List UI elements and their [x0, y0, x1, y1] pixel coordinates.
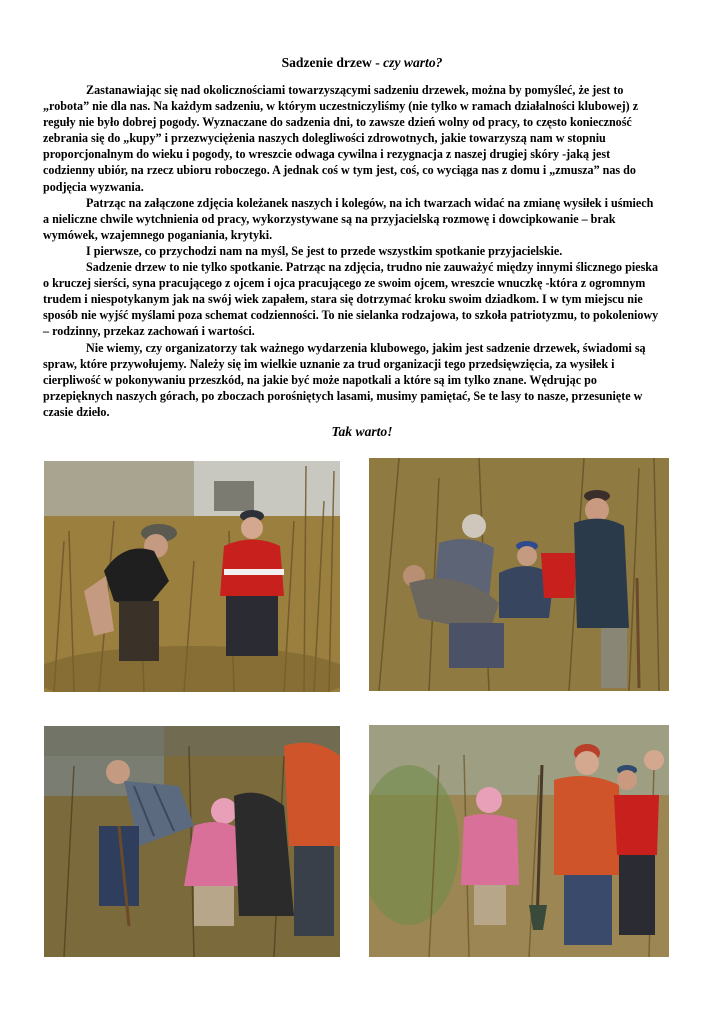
paragraph-3: I pierwsze, co przychodzi nam na myśl, Se jest to przede wszystkim spotkanie przyjacielskie. [86, 243, 563, 258]
tree-planting-photo-2 [369, 458, 669, 691]
tree-planting-photo-1 [44, 461, 340, 692]
page-title [0, 55, 724, 71]
tree-planting-photo-4 [369, 725, 669, 957]
article-body [43, 82, 661, 420]
paragraph-2: Patrząc na załączone zdjęcia koleżanek naszych i kolegów, na ich twarzach widać na zmianę wysiłek i uśmiech a nieliczne chwile wytchnienia od pracy, wykorzystywane są na przyjacielską rozmowę i dowcipkowanie – brak wymówek, wzajemnego poganiania, krytyki. [43, 195, 654, 242]
paragraph-1: Zastanawiając się nad okolicznościami towarzyszącymi sadzeniu drzewek, można by pomyśleć, że jest to „robota” nie dla nas. Na każdym sadzeniu, w którym uczestniczyliśmy (nie tylko w ramach działalności klubowej) z reguły nie było dobrej pogody. Wyznaczane do sadzenia dni, to zawsze dzień wolny od pracy, to często konieczność zebrania się do „kupy” i przezwyciężenia naszych dolegliwości zdrowotnych, jakie towarzyszą nam w stopniu proporcjonalnym do wieku i pogody, to wreszcie odwaga cywilna i rezygnacja z naszej drugiej skóry -jaką jest codzienny ubiór, na rzecz ubioru roboczego. A jednak coś w tym jest, coś, co wyciąga nas z domu i „zmusza” nas do podjęcia wyzwania. [43, 83, 639, 194]
title-italic: czy warto? [383, 55, 443, 70]
paragraph-4: Sadzenie drzew to nie tylko spotkanie. Patrząc na zdjęcia, trudno nie zauważyć między innymi ślicznego pieska o kruczej sierści, syna pracującego z ojcem i ojca pracującego ze swoim ojcem, wreszcie wnuczkę -która z ogromnym trudem i niespotykanym jak na swój wiek zapałem, stara się dotrzymać kroku swoim dziadkom. I w tym miejscu nie sposób nie wyjść myślami poza schemat codzienności. To nie sielanka rodzajowa, to szkoła patriotyzmu, to pokoleniowy – rodzinny, przekaz zachowań i wartości. [43, 260, 659, 339]
tree-planting-photo-3 [44, 726, 340, 957]
paragraph-5: Nie wiemy, czy organizatorzy tak ważnego wydarzenia klubowego, jakim jest sadzenie drzewek, świadomi są spraw, które przywołujemy. Należy się im wielkie uznanie za trud organizacji tego przedsięwzięcia, za wysiłek i cierpliwość w pokonywaniu przeszkód, na jakie być może napotkali a które są im tylko znane. Wędrując po przepięknych naszych górach, po zboczach porośniętych lasami, musimy pamiętać, Se te lasy to nasze, przesunięte w czasie dzieło. [43, 340, 646, 419]
closing-line: Tak warto! [331, 424, 393, 439]
title-main: Sadzenie drzew - [281, 55, 384, 70]
